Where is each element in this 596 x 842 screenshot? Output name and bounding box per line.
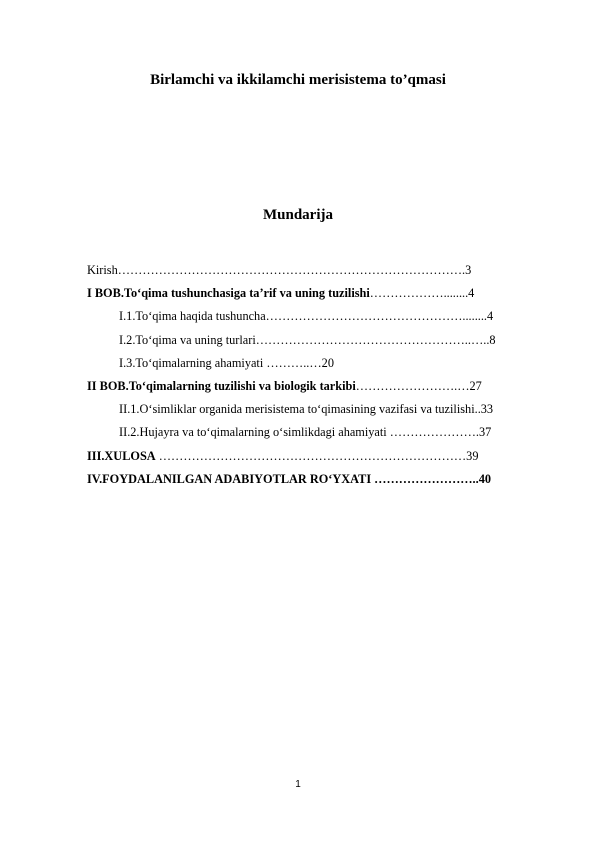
toc-entry-text: II.1.O‘simliklar organida merisistema to‘qimasining vazifasi va tuzilishi..33 bbox=[119, 402, 494, 417]
toc-entry-text: I.3.To‘qimalarning ahamiyati ………..…20 bbox=[119, 355, 334, 370]
toc-entry-text: Kirish………………………………………………………………………….3 bbox=[87, 263, 472, 277]
document-title: Birlamchi va ikkilamchi merisistema to’qmasi bbox=[150, 72, 446, 88]
toc-entry-xulosa bbox=[87, 448, 547, 471]
toc-entry-leader: …………………….…27 bbox=[355, 378, 482, 393]
page-number: 1 bbox=[295, 779, 301, 790]
toc-entry-1-1 bbox=[87, 308, 547, 331]
toc-entry-2-1 bbox=[87, 401, 547, 424]
toc-entry-1-3 bbox=[87, 355, 547, 378]
toc-entry-kirish bbox=[87, 262, 547, 285]
toc-entry-2-2 bbox=[87, 424, 547, 447]
toc-entry-text: I.1.To‘qima haqida tushuncha…………………………………………........4 bbox=[119, 309, 494, 324]
toc-entry-leader: ………………........4 bbox=[369, 286, 475, 301]
toc-entry-1-2 bbox=[87, 332, 547, 355]
toc-entry-text: I.2.To‘qima va uning turlari……………………………………………..…..8 bbox=[119, 332, 496, 347]
toc-entry-leader: …………………………………………………………………39 bbox=[155, 448, 479, 463]
toc-entry-chapter-1 bbox=[87, 285, 547, 308]
toc-entry-title: III.XULOSA bbox=[87, 448, 156, 463]
toc-entry-text: IV.FOYDALANILGAN ADABIYOTLAR RO‘YXATI ……………………..40 bbox=[87, 471, 492, 486]
table-of-contents bbox=[87, 262, 547, 494]
toc-entry-title: II BOB.To‘qimalarning tuzilishi va biologik tarkibi bbox=[87, 378, 356, 393]
toc-entry-chapter-2 bbox=[87, 378, 547, 401]
toc-entry-title: I BOB.To‘qima tushunchasiga ta’rif va uning tuzilishi bbox=[87, 286, 370, 301]
toc-entry-text: II.2.Hujayra va to‘qimalarning o‘simlikdagi ahamiyati ………………….37 bbox=[119, 425, 492, 440]
toc-heading: Mundarija bbox=[262, 207, 333, 223]
toc-entry-adabiyotlar bbox=[87, 471, 547, 494]
